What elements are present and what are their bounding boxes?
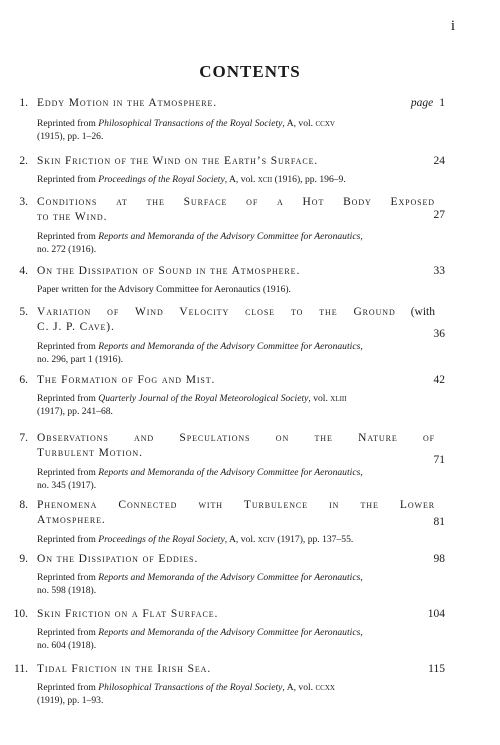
entry-page-number: 98 [433, 553, 445, 565]
contents-heading: CONTENTS [199, 62, 301, 81]
entry-page-number: 71 [433, 454, 445, 466]
entry-number: 3. [19, 196, 28, 208]
entry-title-line: Phenomena Connected with Turbulence in the Lower [37, 499, 435, 511]
entry-reprint-note: Reprinted from Quarterly Journal of the Royal Meteorological Society, vol. xliii (1917), pp. 241–68. [37, 393, 347, 417]
entry-number: 8. [19, 499, 28, 511]
page-value: 1 [439, 97, 445, 109]
entry-title-line: Atmosphere. [37, 514, 106, 526]
entry-number: 1. [19, 97, 28, 109]
entry-number: 2. [19, 155, 28, 167]
entry-page-number: 42 [433, 374, 445, 386]
entry-page-number: 36 [433, 328, 445, 340]
entry-page-number: 104 [427, 608, 445, 620]
entry-number: 5. [19, 306, 28, 318]
entry-reprint-note: Reprinted from Reports and Memoranda of the Advisory Committee for Aeronautics, no. 604 (1918). [37, 627, 363, 651]
entry-reprint-note: Reprinted from Proceedings of the Royal Society, A, vol. xcii (1916), pp. 196–9. [37, 174, 346, 185]
entry-title-line: Conditions at the Surface of a Hot Body Exposed [37, 196, 435, 208]
entry-number: 7. [19, 432, 28, 444]
entry-reprint-note: Reprinted from Proceedings of the Royal Society, A, vol. xciv (1917), pp. 137–55. [37, 534, 354, 545]
entry-page-number: 115 [428, 663, 445, 675]
entry-reprint-note: Reprinted from Philosophical Transactions of the Royal Society, A, vol. ccxx (1919), pp. 1–93. [37, 682, 335, 706]
entry-title: Skin Friction of the Wind on the Earth’s Surface. [37, 155, 319, 167]
entry-page-number: 33 [433, 265, 445, 277]
page-folio: i [450, 18, 455, 34]
entry-title-line: Observations and Speculations on the Nature of [37, 432, 435, 444]
entry-reprint-note: Reprinted from Reports and Memoranda of the Advisory Committee for Aeronautics, no. 345 (1917). [37, 467, 363, 491]
entry-title: On the Dissipation of Eddies. [37, 553, 199, 565]
entry-reprint-note: Reprinted from Reports and Memoranda of the Advisory Committee for Aeronautics, no. 272 (1916). [37, 231, 363, 255]
entry-title-line: Variation of Wind Velocity close to the Ground (with [37, 306, 435, 318]
entry-title: Eddy Motion in the Atmosphere. [37, 97, 218, 109]
entry-page-number: 27 [433, 209, 445, 221]
entry-reprint-note: Reprinted from Reports and Memoranda of the Advisory Committee for Aeronautics, no. 296, part 1 (1916). [37, 341, 363, 365]
entry-title-line: C. J. P. Cave). [37, 321, 115, 333]
entry-number: 4. [19, 265, 28, 277]
entry-page-number [375, 96, 445, 111]
entry-reprint-note: Reprinted from Philosophical Transactions of the Royal Society, A, vol. ccxv (1915), pp. 1–26. [37, 118, 335, 142]
entry-title: Tidal Friction in the Irish Sea. [37, 663, 212, 675]
entry-title: On the Dissipation of Sound in the Atmosphere. [37, 265, 301, 277]
entry-page-number: 81 [433, 516, 445, 528]
entry-reprint-note: Paper written for the Advisory Committee for Aeronautics (1916). [37, 284, 291, 295]
entry-number: 9. [19, 553, 28, 565]
entry-title-line: Turbulent Motion. [37, 447, 143, 459]
entry-number: 10. [13, 608, 28, 620]
entry-title: The Formation of Fog and Mist. [37, 374, 216, 386]
entry-title-line: to the Wind. [37, 211, 108, 223]
entry-number: 6. [19, 374, 28, 386]
page-word: page [410, 97, 434, 109]
entry-title: Skin Friction on a Flat Surface. [37, 608, 219, 620]
entry-page-number: 24 [433, 155, 445, 167]
entry-number: 11. [14, 663, 28, 675]
entry-reprint-note: Reprinted from Reports and Memoranda of the Advisory Committee for Aeronautics, no. 598 (1918). [37, 572, 363, 596]
